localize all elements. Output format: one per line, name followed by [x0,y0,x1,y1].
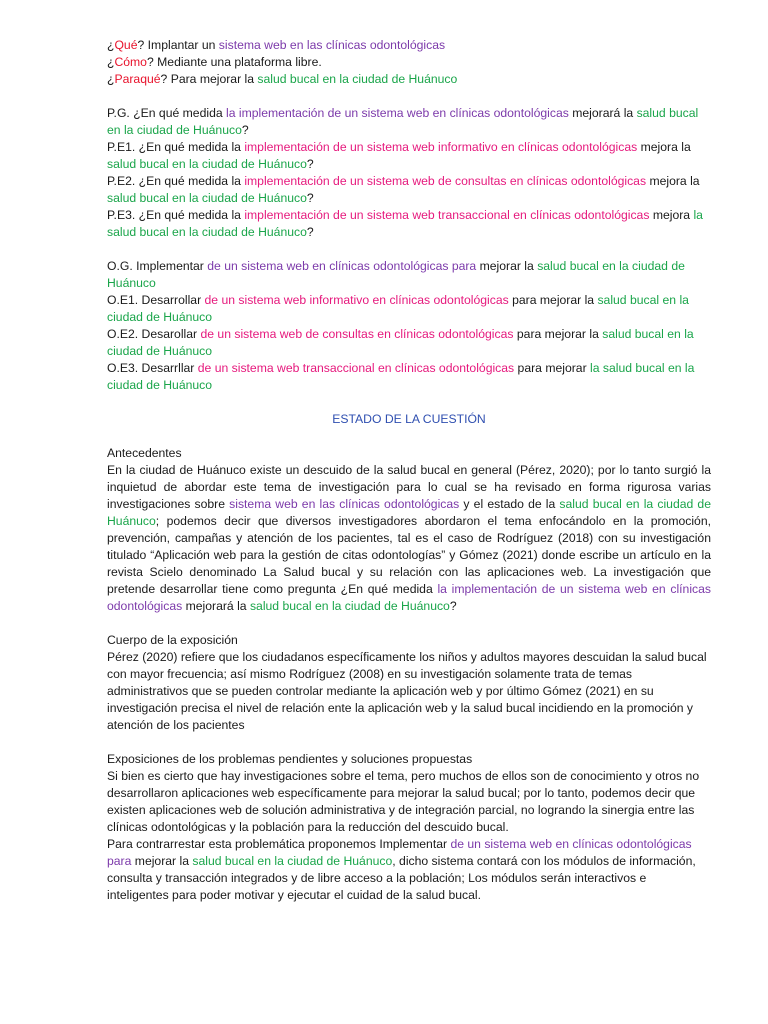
text-segment: mejorará la [182,599,250,613]
question-como [107,54,711,71]
problem-specific-3 [107,207,711,241]
research-objectives [107,258,711,394]
text-segment: ? [449,599,457,613]
text-segment: mejora la [637,140,691,154]
text-segment: mejorar la [131,854,193,868]
research-problems [107,105,711,241]
text-segment: Para contrarrestar esta problemática proponemos Implementar [107,837,451,851]
objective-specific-3 [107,360,711,394]
text-segment: O.E1. Desarrollar [107,293,205,307]
text-segment: salud bucal en la ciudad de Huánuco [192,854,393,868]
text-segment: la salud bucal en la ciudad de Huánuco [107,208,703,239]
text-segment: ? Mediante una plataforma libre. [146,55,322,69]
section-cuerpo [107,632,711,734]
text-segment: ? [306,157,314,171]
text-segment: P.E3. ¿En qué medida la [107,208,245,222]
text-segment: salud bucal en la ciudad de Huánuco [107,106,699,137]
text-segment: y el estado de la [459,497,560,511]
text-segment: Pérez (2020) refiere que los ciudadanos específicamente los niños y adultos mayores descuidan la salud bucal con mayor frecuencia; así mismo Rodríguez (2008) en su investigación solamente trata de temas administrativos que se pueden controlar mediante la aplicación web y por último Gómez (2021) en su investigación precisa el nivel de relación ente la aplicación web y la salud bucal incidiendo en la promoción y atención de los pacientes [107,650,707,732]
text-segment: ; podemos decir que diversos investigadores abordaron el tema enfocándolo en la promoción, prevención, campañas y atención de los pacientes, tal es el caso de Rodríguez (2018) con su investigación titulado “Aplicación web para la gestión de citas odontologías” y Gómez (2021) donde escribe un artículo en la revista Scielo denominado La Salud bucal y su relación con las aplicaciones web. La investigación que pretende desarrollar tiene como pregunta ¿En qué medida [107,514,711,596]
text-segment: Cómo [114,55,147,69]
text-segment: de un sistema web en clínicas odontológicas para [107,837,692,868]
objective-specific-2 [107,326,711,360]
text-segment: mejorará la [568,106,637,120]
text-segment: de un sistema web en clínicas odontológicas para [207,259,477,273]
exposiciones-heading: Exposiciones de los problemas pendientes y soluciones propuestas [107,752,473,766]
text-segment: salud bucal en la ciudad de Huánuco [107,157,307,171]
text-segment: ? [241,123,249,137]
text-segment: Paraqué [114,72,161,86]
exposiciones-body-2 [107,836,711,904]
text-segment: sistema web en las clínicas odontológicas [218,38,446,52]
text-segment: sistema web en las clínicas odontológicas [229,497,460,511]
text-segment: la salud bucal en la ciudad de Huánuco [107,361,695,392]
cuerpo-body [107,649,711,734]
text-segment: la implementación de un sistema web en clínicas odontológicas [226,106,569,120]
text-segment: salud bucal en la ciudad de Huánuco [107,497,711,528]
problem-general [107,105,711,139]
text-segment: salud bucal en la ciudad de Huánuco [257,72,458,86]
text-segment: implementación de un sistema web informativo en clínicas odontológicas [244,140,638,154]
text-segment: salud bucal en la ciudad de Huánuco [107,191,307,205]
text-segment: mejorar la [476,259,538,273]
objective-specific-1 [107,292,711,326]
text-segment: P.E2. ¿En qué medida la [107,174,245,188]
text-segment: ¿ [107,55,115,69]
text-segment: P.G. ¿En qué medida [107,106,227,120]
document-page [107,37,711,904]
text-segment: mejora [649,208,694,222]
text-segment: ¿ [107,72,115,86]
text-segment: implementación de un sistema web transaccional en clínicas odontológicas [244,208,650,222]
text-segment: de un sistema web transaccional en clínicas odontológicas [197,361,515,375]
antecedentes-body [107,462,711,615]
question-paraque [107,71,711,88]
text-segment: ¿ [107,38,115,52]
text-segment: mejora la [646,174,700,188]
text-segment: para mejorar [514,361,591,375]
text-segment: salud bucal en la ciudad de Huánuco [107,259,685,290]
objective-general [107,258,711,292]
text-segment: Qué [114,38,138,52]
text-segment: P.E1. ¿En qué medida la [107,140,245,154]
text-segment: , dicho sistema contará con los módulos de información, consulta y transacción integrados y de libre acceso a la población; Los módulos serán interactivos e inteligentes para poder motivar y ejecutar el cuidad de la salud bucal. [107,854,696,902]
cuerpo-heading: Cuerpo de la exposición [107,633,238,647]
text-segment: ? [306,191,314,205]
text-segment: ? [306,225,314,239]
exposiciones-body-1 [107,768,711,836]
text-segment: O.G. Implementar [107,259,208,273]
section-antecedentes [107,445,711,615]
text-segment: ? Implantar un [137,38,219,52]
section-exposiciones [107,751,711,904]
problem-specific-2 [107,173,711,207]
guiding-questions [107,37,711,88]
text-segment: salud bucal en la ciudad de Huánuco [107,293,689,324]
text-segment: salud bucal en la ciudad de Huánuco [107,327,694,358]
text-segment: para mejorar la [513,327,603,341]
text-segment: la implementación de un sistema web en clínicas odontológicas [107,582,712,613]
text-segment: O.E3. Desarrllar [107,361,198,375]
text-segment: salud bucal en la ciudad de Huánuco [249,599,450,613]
text-segment: O.E2. Desarollar [107,327,201,341]
question-que [107,37,711,54]
text-segment: de un sistema web informativo en clínicas odontológicas [204,293,509,307]
antecedentes-heading: Antecedentes [107,446,182,460]
text-segment: para mejorar la [508,293,598,307]
text-segment: implementación de un sistema web de consultas en clínicas odontológicas [244,174,647,188]
text-segment: Si bien es cierto que hay investigaciones sobre el tema, pero muchos de ellos son de conocimiento y otros no desarrollaron aplicaciones web específicamente para mejorar la salud bucal; por lo tanto, podemos decir que existen aplicaciones web de solución administrativa y de integración parcial, no logrando la sinergia entre las clínicas odontológicas y la población para la reducción del descuido bucal. [107,769,700,834]
text-segment: En la ciudad de Huánuco existe un descuido de la salud bucal en general (Pérez, 2020); por lo tanto surgió la inquietud de abordar este tema de investigación para lo cual se ha revisado en forma rigurosa varias investigaciones sobre [107,463,711,511]
text-segment: ? Para mejorar la [160,72,258,86]
problem-specific-1 [107,139,711,173]
text-segment: de un sistema web de consultas en clínicas odontológicas [200,327,514,341]
section-title: ESTADO DE LA CUESTIÓN [332,412,486,426]
